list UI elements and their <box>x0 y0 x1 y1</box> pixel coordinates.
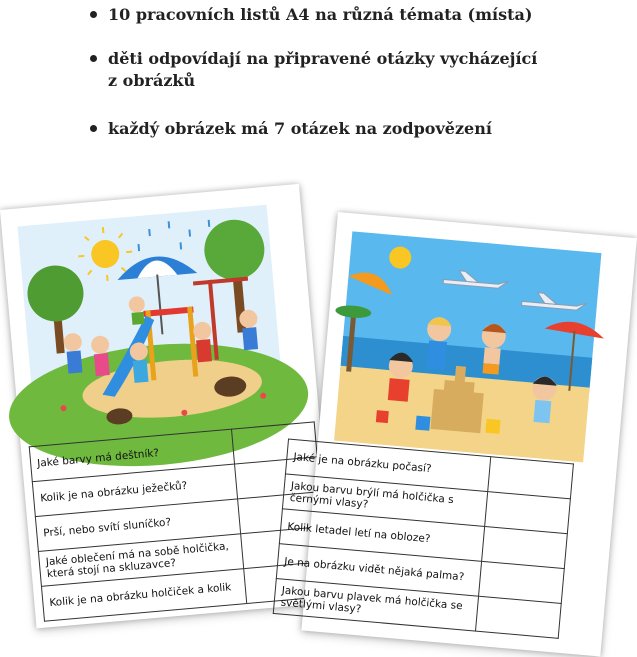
bullet-item <box>108 4 532 26</box>
worksheet-beach <box>280 212 636 657</box>
bullet-dot-icon <box>90 11 97 18</box>
bullet-item <box>108 118 492 140</box>
bullet-item <box>108 48 537 92</box>
question-cell: Jaké je na obrázku počasí? <box>285 439 490 492</box>
beach-illustration <box>334 231 601 462</box>
answer-cell <box>475 596 561 638</box>
bullet-dot-icon <box>90 55 97 62</box>
question-cell: Jaké barvy má deštník? <box>29 429 234 482</box>
question-cell: Kolik je na obrázku ježečků? <box>32 464 237 517</box>
feature-list <box>0 0 600 150</box>
question-cell: Jakou barvu plavek má holčička se světlými vlasy? <box>273 579 478 632</box>
question-cell: Kolik je na obrázku holčiček a kolik <box>41 569 246 622</box>
question-cell: Prší, nebo svítí sluníčko? <box>35 499 240 552</box>
bullet-text: 10 pracovních listů A4 na různá témata (místa) <box>108 5 533 24</box>
question-cell: Jaké oblečení má na sobě holčička, která stojí na skluzavce? <box>38 534 243 587</box>
bullet-text-continued: z obrázků <box>108 71 196 90</box>
bullet-dot-icon <box>90 125 97 132</box>
questions-table-beach <box>273 439 574 639</box>
question-cell: Kolik letadel letí na obloze? <box>279 509 484 562</box>
bullet-text: každý obrázek má 7 otázek na zodpovězení <box>108 119 492 138</box>
question-cell: Jakou barvu brýlí má holčička s černými vlasy? <box>282 474 487 527</box>
bucket-icon <box>415 416 430 431</box>
bucket-icon <box>485 419 500 434</box>
question-cell: Je na obrázku vidět nějaká palma? <box>276 544 481 597</box>
bullet-text: děti odpovídají na připravené otázky vycházející <box>108 49 538 68</box>
bucket-icon <box>376 410 389 423</box>
playground-illustration <box>18 205 285 436</box>
